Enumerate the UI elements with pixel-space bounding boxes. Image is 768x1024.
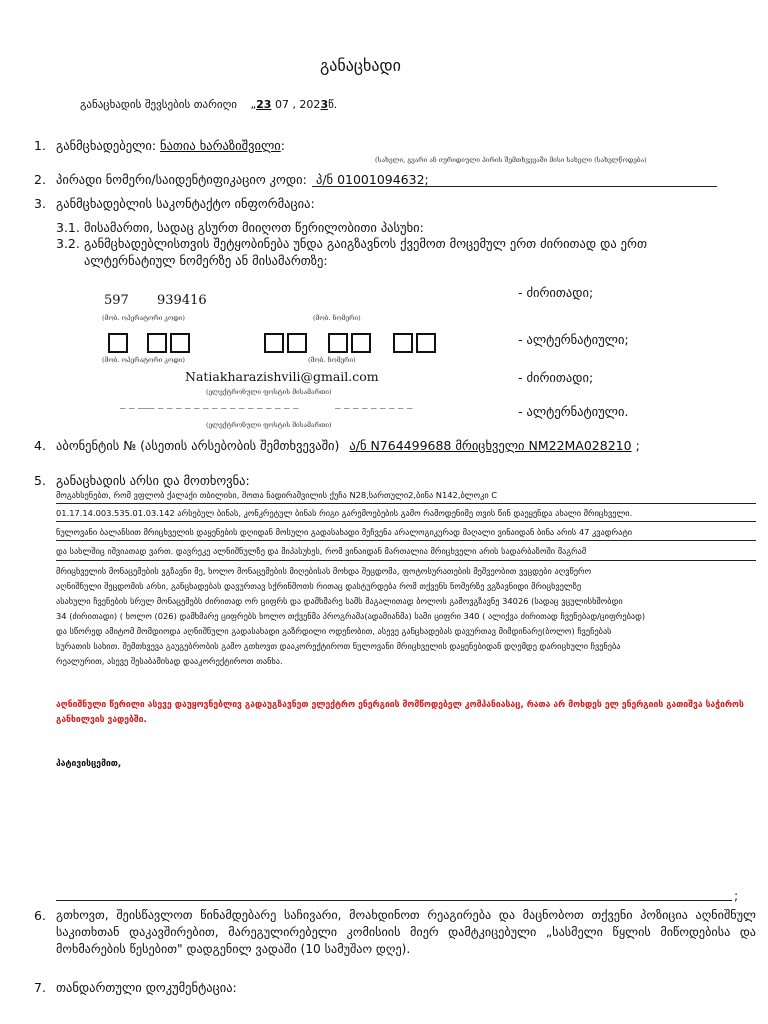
subscriber-label: აბონენტის № (ასეთის არსებობის შემთხვევაში) <box>56 438 340 453</box>
alt-number-box[interactable] <box>393 333 413 353</box>
fill-date-label: განაცხადის შევსების თარიღი <box>80 98 237 111</box>
request-rule <box>56 560 756 561</box>
request-rule <box>56 521 756 522</box>
request-label: განაცხადის არსი და მოთხოვნა: <box>56 473 250 488</box>
id-value: პ/ნ 01001094632; <box>316 172 429 187</box>
request-line: მოგახსენებთ, რომ ვფლობ ქალაქი თბილისი, შოთა ნადირაშვილის ქუჩა N28,სართული2,ბინა N142,ბლოკი C <box>56 490 498 500</box>
request-line: სურათის სახით. შემთხვევა გაუგებრობის გამო გთხოვთ დააკორექტიროთ ნულოვანი მრიცხველის დაყენებიდან დღემდე დარიცხული ჩვენება <box>56 641 621 651</box>
request-line: აღნიშნული შეცდომის არსი, განცხადებას დავურთავ სქრინშოთს რითაც დასტურდება რომ თქვენს ნომერზე ვგზავნიდი მრიცხველზე <box>56 581 582 591</box>
alt-number-box[interactable] <box>264 333 284 353</box>
request-line: და სახლშიც იშვიათად ვართ. დავრეკე ალნიშნულზე და მიპასუხეს, რომ ვინაიდან მართალია მრიცხველი არის სადარბაზოში მაგრამ <box>56 546 587 556</box>
subscriber-row <box>56 438 640 453</box>
request-line: ნულოვანი ბალანსით მრიცხველის დაყენების დღიდან მოსული გადასახადი მეჩვენა არალოგიკურად მაღალი ვინაიდან ბინა არის 47 კვადრატი <box>56 527 633 537</box>
signature-line <box>56 900 732 901</box>
alt-number-box[interactable] <box>287 333 307 353</box>
alt-number-box[interactable] <box>351 333 371 353</box>
notify-text-line1: განმცხადებლისთვის შეტყობინება უნდა გაიგზავნოს ქვემოთ მოცემულ ერთ ძირითად და ერთ <box>84 236 647 251</box>
section-6-num: 6. <box>34 908 46 923</box>
alt-code-box[interactable] <box>147 333 167 353</box>
subscriber-value: ა/ნ N764499688 მრიცხველი NM22MA028210 <box>349 438 632 453</box>
email-main-label: - ძირითადი; <box>518 370 594 385</box>
email-value: Natiakharazishvili@gmail.com <box>185 369 379 384</box>
applicant-label: განმცხადებელი: <box>56 138 161 153</box>
section-5-num: 5. <box>34 473 46 488</box>
email-alt-label: - ალტერნატიული. <box>518 404 629 419</box>
warning-note: აღნიშნული წერილი ასევე დაუყოვნებლივ გადაუგზავნეთ ელექტრო ენერგიის მომწოდებელ კომპანიასაც, რათა არ მოხდეს ელ ენერგიის გათიშვა საჭიროს განხილვის ვადებში. <box>56 700 744 725</box>
email-caption: (ელექტრონული ფოსტის მისამართი) <box>206 388 332 396</box>
applicant-colon: : <box>280 138 285 153</box>
date-year-digit: 3 <box>320 98 329 111</box>
request-rule <box>56 503 756 504</box>
phone-number-caption: (მობ. ნომერი) <box>313 314 361 322</box>
request-rule <box>56 540 756 541</box>
attachments-label: თანდართული დოკუმენტაცია: <box>56 980 237 995</box>
phone-main-label: - ძირითადი; <box>518 285 594 300</box>
section-3-num: 3. <box>34 196 46 211</box>
request-line: 34 (ძირითადი) ( ხოლო (026) დამხმარე ციფრებს ხოლო თქვენმა პროგრამა(ადამიანმა) სამი ციფრი 340 ( ალიქვა ძირითად ჩვენებად/ციფრებად) <box>56 611 646 621</box>
phone-code-caption: (მობ. ოპერატორი კოდი) <box>102 314 185 322</box>
signature-end: ; <box>734 888 739 903</box>
request-line: ასახული ჩვენების სრულ მონაცემებს ძირითად ორ ციფრს და დამხმარე სამს მაგალითად ბოლოს გამოვგზავნე 34026 (სადაც ვცულისხმობდი <box>56 596 623 606</box>
alt-email-blank: _ _ ___ _ _ _ _ _ _ _ _ _ _ _ _ _ _ _ _ <box>120 396 299 409</box>
alt-code-caption: (მობ. ოპერატორი კოდი) <box>102 356 185 364</box>
date-day: 23 <box>256 98 272 111</box>
closing-text: პატივისცემით, <box>56 759 122 769</box>
review-request-text: გთხოვთ, შეისწავლოთ წინამდებარე საჩივარი, მოახდინოთ რეაგირება და მაცნობოთ თქვენი პოზიცია აღნიშნულ საკითხთან დაკავშირებით, მარეგულირებელი კომისიის მიერ დამტკიცებული „სასმელი წყლის მიწოდებისა და მოხმარების წესებით" დადგენილ ვადაში (10 სამუშაო დღე). <box>56 908 756 956</box>
alt-email-blank-2: _ _ _ _ _ _ _ _ _ <box>335 396 413 409</box>
request-line: და სწორედ ამიტომ მომდიოდა აღნიშნული გადასახადი გაზრდილი ოდენობით, ასევე განცხადებას დავურთავ მიმდინარე(ბოლო) ჩვენებას <box>56 626 612 636</box>
request-line: რეალურით, ასევე შესაბამისად დააკორექტიროთ თანხა. <box>56 656 283 666</box>
phone-code: 597 <box>104 293 129 308</box>
section-4-num: 4. <box>34 438 46 453</box>
section-7-num: 7. <box>34 980 46 995</box>
alt-code-box[interactable] <box>170 333 190 353</box>
section-3-2-num: 3.2. <box>56 236 80 251</box>
date-quote: „ <box>250 98 257 111</box>
applicant-row <box>56 138 285 153</box>
contact-label: განმცხადებლის საკონტაქტო ინფორმაცია: <box>56 196 315 211</box>
subscriber-end: ; <box>635 438 640 453</box>
date-month-year: 07 , 202 <box>271 98 321 111</box>
alt-email-caption: (ელექტრონული ფოსტის მისამართი) <box>206 421 332 429</box>
applicant-caption: (სახელი, გვარი ან იურიდიული პირის შემთხვევაში მისი სახელი (სახელწოდება) <box>375 156 647 164</box>
fill-date-row <box>80 98 337 111</box>
page-title: განაცხადი <box>320 56 401 75</box>
alt-code-box[interactable] <box>108 333 128 353</box>
id-underline <box>312 186 717 187</box>
phone-number: 939416 <box>157 293 207 308</box>
request-line: 01.17.14.003.535.01.03.142 არსებულ ბინას, კონკრეტულ ბინას რიგი გარემოებების გამო რამოდენიმე თვის წინ დაეყენდა ახალი მრიცხველი. <box>56 508 633 518</box>
alt-number-box[interactable] <box>328 333 348 353</box>
notify-text-line2: ალტერნატიულ ნომერზე ან მისამართზე: <box>84 253 328 268</box>
request-line: მრიცხველის მონაცემების ვგზავნი მე, ხოლო მონაცემების მიღებისას მოხდა შეცდომა, ფოტოსურათების მეშვეობით ვეცდები აღვწერო <box>56 566 592 576</box>
alt-number-box[interactable] <box>416 333 436 353</box>
phone-alt-label: - ალტერნატიული; <box>518 332 629 347</box>
date-suffix: წ. <box>328 98 338 111</box>
id-label: პირადი ნომერი/საიდენტიფიკაციო კოდი: <box>56 172 307 187</box>
section-3-1-num: 3.1. <box>56 220 80 235</box>
alt-number-caption: (მობ. ნომერი) <box>308 356 356 364</box>
section-1-num: 1. <box>34 138 46 153</box>
applicant-name: ნათია ხარაზიშვილი <box>160 138 281 153</box>
address-label: მისამართი, სადაც გსურთ მიიღოთ წერილობითი პასუხი: <box>84 220 424 235</box>
section-2-num: 2. <box>34 172 46 187</box>
